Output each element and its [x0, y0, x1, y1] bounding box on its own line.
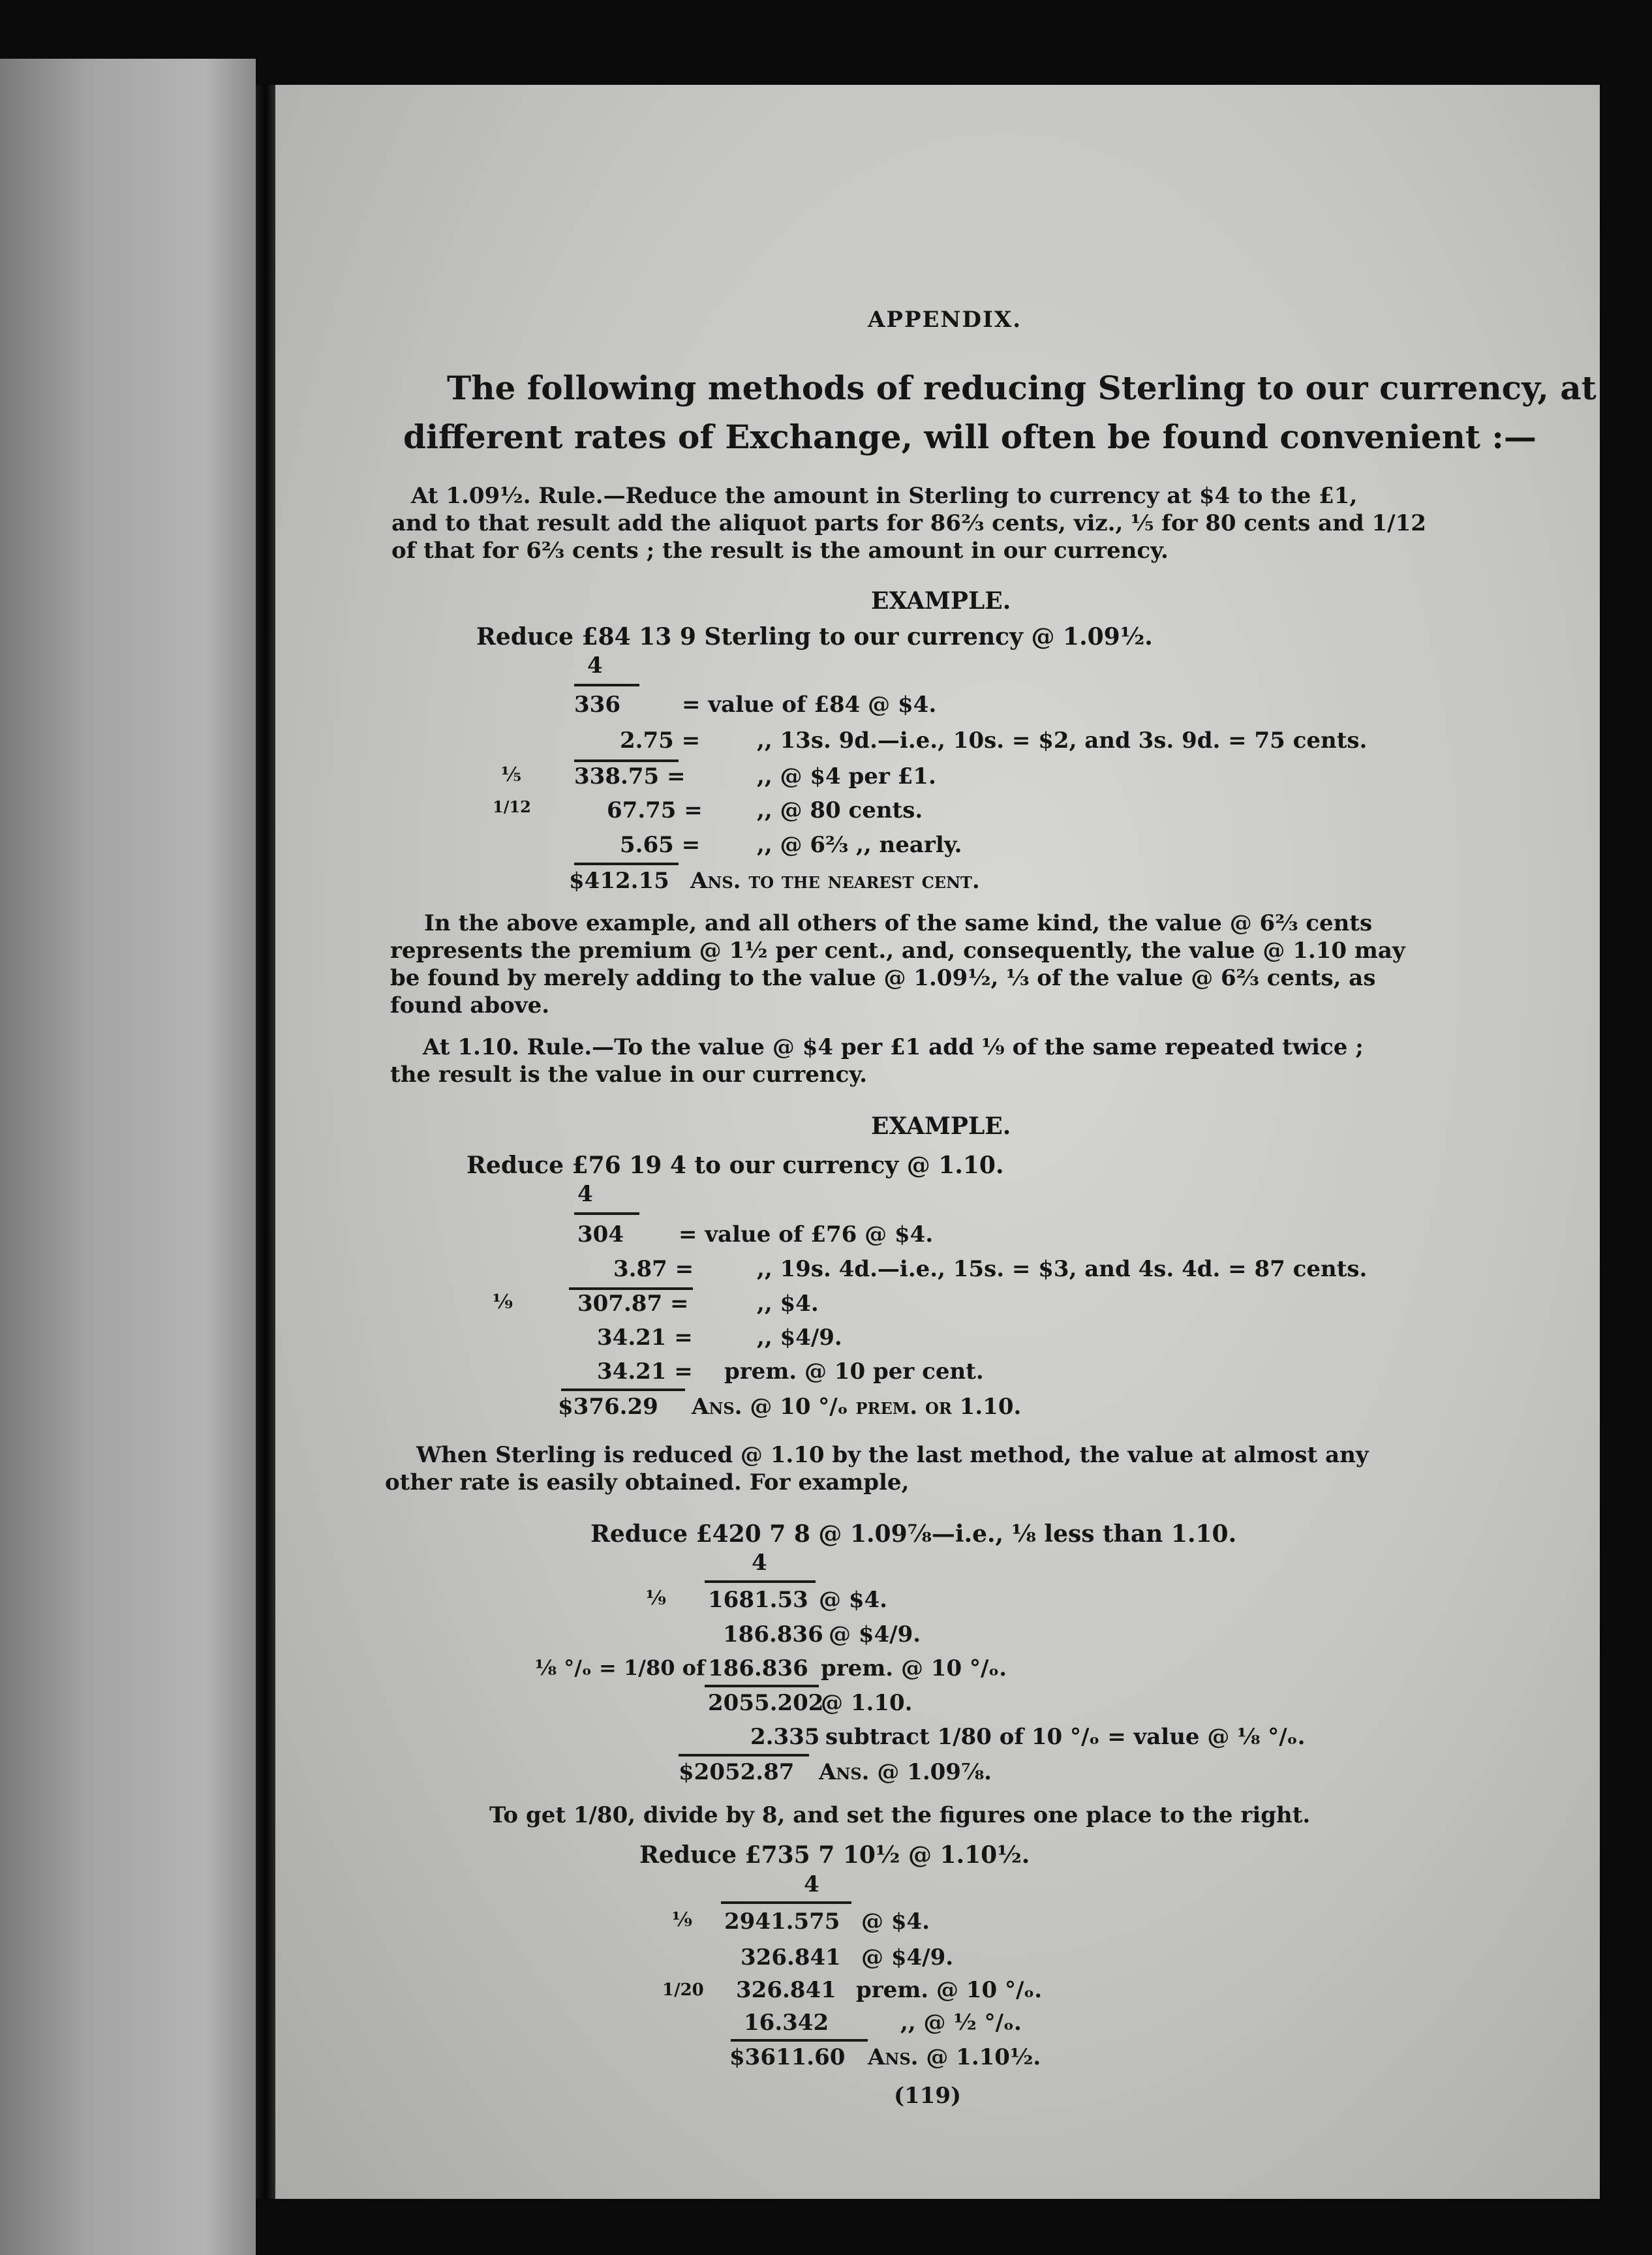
ex1-row-num: 67.75 = [607, 797, 703, 823]
ex2-answer: $376.29 [558, 1394, 658, 1420]
left-facing-page [0, 59, 256, 2255]
example4-title: Reduce £735 7 10½ @ 1.10½. [639, 1841, 1030, 1869]
book-gutter [256, 39, 275, 2255]
ex1-side-fraction: 1/12 [493, 797, 531, 816]
intro-line-2: different rates of Exchange, will often be found convenient :— [403, 418, 1537, 456]
ex1-row-mult: 4 [587, 652, 603, 679]
para2-line-1: In the above example, and all others of the same kind, the value @ 6⅔ cents [424, 910, 1373, 936]
ex1-answer-text: Ans. to the nearest cent. [690, 868, 980, 894]
ex3-rule-c [679, 1754, 809, 1756]
ex3-row-text: subtract 1/80 of 10 °/ₒ = value @ ⅛ °/ₒ. [825, 1724, 1306, 1750]
bottom-border [256, 2199, 1652, 2255]
ex1-answer: $412.15 [569, 868, 669, 894]
para3-line-2: other rate is easily obtained. For example, [385, 1469, 910, 1496]
intro-line-1: The following methods of reducing Sterling to our currency, at [447, 369, 1597, 407]
ex3-row-num: 1681.53 [708, 1587, 808, 1613]
ex2-row-mult: 4 [577, 1181, 593, 1207]
page-header: APPENDIX. [868, 307, 1022, 333]
ex3-row-mult: 4 [752, 1550, 767, 1576]
ex4-row-mult: 4 [804, 1871, 819, 1897]
ex4-rule-a [721, 1901, 851, 1904]
example2-heading: EXAMPLE. [871, 1112, 1011, 1140]
top-border [256, 0, 1652, 85]
ex1-row-text: ,, 13s. 9d.—i.e., 10s. = $2, and 3s. 9d. = 75 cents. [757, 728, 1368, 754]
ex3-side-fraction: ⅑ [646, 1587, 667, 1610]
ex4-row-text: ,, @ ½ °/ₒ. [900, 2010, 1022, 2036]
ex4-answer: $3611.60 [729, 2044, 846, 2070]
rule2-line-1: At 1.10. Rule.—To the value @ $4 per £1 add ⅑ of the same repeated twice ; [423, 1034, 1364, 1060]
ex4-side-fraction: 1/20 [662, 1980, 704, 2000]
ex3-row-num: 2.335 [750, 1724, 820, 1750]
ex4-row-text: @ $4/9. [861, 1944, 954, 1971]
right-border [1600, 0, 1652, 2255]
ex1-row-num: 336 [574, 692, 620, 718]
ex2-row-text: = value of £76 @ $4. [679, 1221, 934, 1248]
ex1-row-text: = value of £84 @ $4. [682, 692, 937, 718]
ex2-row-num: 304 [577, 1221, 624, 1248]
para3-line-1: When Sterling is reduced @ 1.10 by the last method, the value at almost any [416, 1442, 1369, 1468]
page-number: (119) [894, 2083, 962, 2109]
example3-title: Reduce £420 7 8 @ 1.09⅞—i.e., ⅛ less than 1.10. [590, 1520, 1237, 1548]
ex1-side-fraction: ⅕ [501, 763, 522, 786]
example2-title: Reduce £76 19 4 to our currency @ 1.10. [467, 1152, 1004, 1179]
ex3-side-fraction: ⅛ °/ₒ = 1/80 of [535, 1655, 705, 1680]
para2-line-3: be found by merely adding to the value @ 1.09½, ⅓ of the value @ 6⅔ cents, as [390, 965, 1376, 991]
ex3-row-text: prem. @ 10 °/ₒ. [821, 1655, 1007, 1681]
ex2-answer-text: Ans. @ 10 °/ₒ prem. or 1.10. [692, 1394, 1022, 1420]
para4: To get 1/80, divide by 8, and set the figures one place to the right. [489, 1802, 1311, 1828]
ex1-row-num: 2.75 = [620, 728, 701, 754]
ex4-row-num: 16.342 [744, 2010, 829, 2036]
ex1-row-text: ,, @ 80 cents. [757, 797, 923, 823]
rule2-line-2: the result is the value in our currency. [390, 1062, 868, 1088]
ex2-row-num: 34.21 = [597, 1358, 693, 1385]
ex4-row-num: 326.841 [741, 1944, 841, 1971]
ex3-row-num: 186.836 [708, 1655, 808, 1681]
ex4-rule-b [731, 2039, 868, 2042]
ex2-row-num: 3.87 = [613, 1256, 694, 1282]
ex3-row-text: @ $4. [819, 1587, 887, 1613]
example1-heading: EXAMPLE. [871, 587, 1011, 615]
ex1-row-num: 338.75 = [574, 763, 686, 790]
ex2-row-text: ,, $4/9. [757, 1325, 842, 1351]
rule1-line-2: and to that result add the aliquot parts for 86⅔ cents, viz., ⅕ for 80 cents and 1/12 [391, 510, 1426, 536]
ex1-rule-b [574, 759, 679, 762]
ex2-row-text: ,, $4. [757, 1291, 819, 1317]
ex3-answer-text: Ans. @ 1.09⅞. [819, 1759, 992, 1785]
para2-line-2: represents the premium @ 1½ per cent., and, consequently, the value @ 1.10 may [390, 938, 1405, 964]
ex1-row-text: ,, @ $4 per £1. [757, 763, 936, 790]
ex3-row-text: @ $4/9. [829, 1621, 921, 1648]
ex3-answer: $2052.87 [679, 1759, 795, 1785]
rule1-line-1: At 1.09½. Rule.—Reduce the amount in Sterling to currency at $4 to the £1, [411, 483, 1358, 509]
ex3-row-num: 2055.202 [708, 1690, 824, 1716]
ex3-row-text: @ 1.10. [821, 1690, 913, 1716]
ex1-row-text: ,, @ 6⅔ ,, nearly. [757, 832, 962, 858]
ex2-rule-c [561, 1388, 685, 1391]
ex2-row-text: prem. @ 10 per cent. [724, 1358, 984, 1385]
ex2-row-num: 34.21 = [597, 1325, 693, 1351]
example1-title: Reduce £84 13 9 Sterling to our currency @ 1.09½. [476, 623, 1153, 651]
ex4-side-fraction: ⅑ [672, 1909, 693, 1931]
ex3-rule-b [705, 1685, 819, 1687]
ex1-rule-c [574, 863, 679, 865]
ex4-row-text: @ $4. [861, 1909, 930, 1935]
para2-line-4: found above. [390, 992, 550, 1019]
ex4-row-text: prem. @ 10 °/ₒ. [856, 1977, 1043, 2003]
ex2-rule-a [574, 1212, 639, 1215]
ex2-row-text: ,, 19s. 4d.—i.e., 15s. = $3, and 4s. 4d. = 87 cents. [757, 1256, 1368, 1282]
ex3-rule-a [705, 1580, 816, 1583]
ex4-row-num: 2941.575 [724, 1909, 840, 1935]
ex2-rule-b [569, 1287, 693, 1290]
ex2-row-num: 307.87 = [577, 1291, 689, 1317]
ex2-side-fraction: ⅑ [493, 1291, 513, 1313]
ex4-row-num: 326.841 [736, 1977, 836, 2003]
ex3-row-num: 186.836 [723, 1621, 823, 1648]
ex1-rule-a [574, 684, 639, 686]
rule1-line-3: of that for 6⅔ cents ; the result is the amount in our currency. [391, 538, 1169, 564]
ex1-row-num: 5.65 = [620, 832, 701, 858]
ex4-answer-text: Ans. @ 1.10½. [868, 2044, 1041, 2070]
